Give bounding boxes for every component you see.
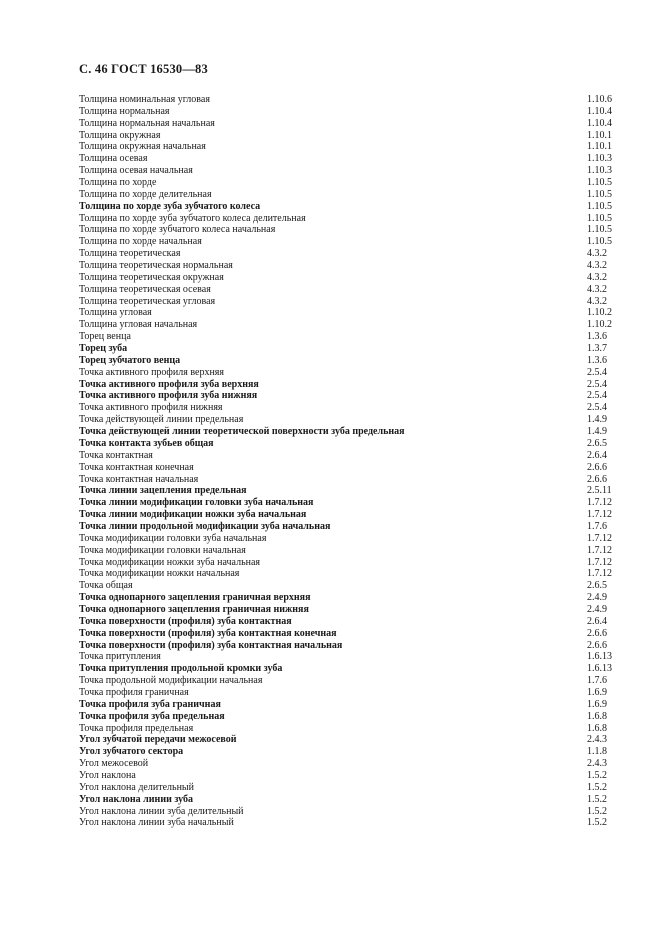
section-reference: 1.4.9 xyxy=(587,426,607,438)
section-reference: 1.5.2 xyxy=(587,793,607,805)
section-reference: 2.4.9 xyxy=(587,592,607,604)
section-reference: 1.6.9 xyxy=(587,698,607,710)
term-text: Толщина окружная начальная xyxy=(79,141,206,153)
term-text: Толщина по хорде xyxy=(79,177,157,189)
index-row xyxy=(79,426,615,438)
section-reference: 1.7.12 xyxy=(587,509,612,521)
term-text: Точка продольной модификации начальная xyxy=(79,675,263,687)
index-row xyxy=(79,474,615,486)
section-reference: 2.4.3 xyxy=(587,758,607,770)
term-text: Точка действующей линии предельная xyxy=(79,414,244,426)
section-reference: 1.10.5 xyxy=(587,188,612,200)
section-reference: 2.6.6 xyxy=(587,461,607,473)
term-text: Точка активного профиля зуба верхняя xyxy=(79,378,259,390)
index-row xyxy=(79,118,615,130)
index-row xyxy=(79,557,615,569)
index-row xyxy=(79,153,615,165)
section-reference: 2.6.4 xyxy=(587,615,607,627)
section-reference: 2.6.6 xyxy=(587,473,607,485)
section-reference: 1.5.2 xyxy=(587,781,607,793)
section-reference: 1.6.9 xyxy=(587,686,607,698)
section-reference: 1.6.8 xyxy=(587,710,607,722)
term-text: Толщина по хорде зубчатого колеса начальная xyxy=(79,224,276,236)
section-reference: 2.5.4 xyxy=(587,390,607,402)
term-text: Точка поверхности (профиля) зуба контактная начальная xyxy=(79,639,343,651)
index-row xyxy=(79,213,615,225)
section-reference: 1.4.9 xyxy=(587,414,607,426)
index-row xyxy=(79,331,615,343)
index-row xyxy=(79,284,615,296)
section-reference: 1.5.2 xyxy=(587,769,607,781)
index-row xyxy=(79,141,615,153)
index-row xyxy=(79,450,615,462)
term-text: Точка профиля предельная xyxy=(79,722,194,734)
section-reference: 1.3.6 xyxy=(587,331,607,343)
index-row xyxy=(79,367,615,379)
term-text: Точка линии зацепления предельная xyxy=(79,485,247,497)
term-text: Точка модификации ножки зуба начальная xyxy=(79,556,261,568)
section-reference: 2.4.9 xyxy=(587,603,607,615)
section-reference: 2.6.4 xyxy=(587,449,607,461)
term-text: Торец зуба xyxy=(79,343,128,355)
index-row xyxy=(79,319,615,331)
section-reference: 1.10.1 xyxy=(587,141,612,153)
section-reference: 1.7.12 xyxy=(587,568,612,580)
section-reference: 1.6.8 xyxy=(587,722,607,734)
index-row xyxy=(79,770,615,782)
section-reference: 4.3.2 xyxy=(587,295,607,307)
term-text: Точка контактная xyxy=(79,449,153,461)
term-text: Точка притупления xyxy=(79,651,161,663)
section-reference: 2.5.11 xyxy=(587,485,612,497)
index-row xyxy=(79,224,615,236)
section-reference: 1.7.12 xyxy=(587,556,612,568)
index-row xyxy=(79,248,615,260)
index-row xyxy=(79,817,615,829)
index-row xyxy=(79,782,615,794)
section-reference: 2.6.6 xyxy=(587,627,607,639)
term-text: Точка профиля граничная xyxy=(79,686,189,698)
section-reference: 1.5.2 xyxy=(587,817,607,829)
index-row xyxy=(79,414,615,426)
term-text: Точка линии модификации ножки зуба начальная xyxy=(79,509,307,521)
section-reference: 1.10.5 xyxy=(587,177,612,189)
index-row xyxy=(79,343,615,355)
index-row xyxy=(79,390,615,402)
index-row xyxy=(79,806,615,818)
section-reference: 1.7.6 xyxy=(587,675,607,687)
section-reference: 1.7.12 xyxy=(587,497,612,509)
page-header: С. 46 ГОСТ 16530—83 xyxy=(79,62,208,76)
term-text: Точка линии продольной модификации зуба начальная xyxy=(79,520,331,532)
index-row xyxy=(79,580,615,592)
index-row xyxy=(79,106,615,118)
section-reference: 2.4.3 xyxy=(587,734,607,746)
index-row xyxy=(79,94,615,106)
term-text: Точка контакта зубьев общая xyxy=(79,437,214,449)
section-reference: 1.10.4 xyxy=(587,117,612,129)
index-row xyxy=(79,723,615,735)
term-index-list xyxy=(79,94,615,829)
term-text: Угол наклона линии зуба начальный xyxy=(79,817,234,829)
term-text: Торец венца xyxy=(79,331,131,343)
term-text: Точка активного профиля нижняя xyxy=(79,402,223,414)
index-row xyxy=(79,509,615,521)
section-reference: 1.7.12 xyxy=(587,532,612,544)
section-reference: 2.6.5 xyxy=(587,580,607,592)
section-reference: 1.10.2 xyxy=(587,319,612,331)
term-text: Точка поверхности (профиля) зуба контактная xyxy=(79,615,292,627)
index-row xyxy=(79,758,615,770)
term-text: Угол зубчатой передачи межосевой xyxy=(79,734,237,746)
section-reference: 4.3.2 xyxy=(587,283,607,295)
term-text: Точка поверхности (профиля) зуба контактная конечная xyxy=(79,627,337,639)
term-text: Точка активного профиля зуба нижняя xyxy=(79,390,258,402)
section-reference: 1.3.6 xyxy=(587,354,607,366)
term-text: Толщина по хорде делительная xyxy=(79,188,212,200)
section-reference: 1.10.5 xyxy=(587,212,612,224)
section-reference: 1.5.2 xyxy=(587,805,607,817)
section-reference: 1.1.8 xyxy=(587,746,607,758)
term-text: Толщина нормальная xyxy=(79,105,170,117)
term-text: Толщина номинальная угловая xyxy=(79,94,210,105)
index-row xyxy=(79,663,615,675)
term-text: Точка профиля зуба предельная xyxy=(79,710,225,722)
index-row xyxy=(79,604,615,616)
index-row xyxy=(79,592,615,604)
section-reference: 2.6.6 xyxy=(587,639,607,651)
index-row xyxy=(79,307,615,319)
term-text: Толщина теоретическая окружная xyxy=(79,271,224,283)
index-row xyxy=(79,651,615,663)
section-reference: 1.10.1 xyxy=(587,129,612,141)
section-reference: 4.3.2 xyxy=(587,260,607,272)
term-text: Угол наклона линии зуба xyxy=(79,793,194,805)
section-reference: 4.3.2 xyxy=(587,271,607,283)
section-reference: 1.6.13 xyxy=(587,663,612,675)
term-text: Толщина по хорде зуба зубчатого колеса делительная xyxy=(79,212,306,224)
section-reference: 1.10.4 xyxy=(587,105,612,117)
index-row xyxy=(79,177,615,189)
index-row xyxy=(79,260,615,272)
section-reference: 1.10.2 xyxy=(587,307,612,319)
section-reference: 2.6.5 xyxy=(587,437,607,449)
index-row xyxy=(79,687,615,699)
term-text: Точка однопарного зацепления граничная верхняя xyxy=(79,592,311,604)
section-reference: 1.6.13 xyxy=(587,651,612,663)
index-row xyxy=(79,130,615,142)
term-text: Толщина осевая начальная xyxy=(79,165,193,177)
index-row xyxy=(79,379,615,391)
index-row xyxy=(79,616,615,628)
section-reference: 1.3.7 xyxy=(587,343,607,355)
term-text: Толщина по хорде зуба зубчатого колеса xyxy=(79,200,261,212)
term-text: Угол зубчатого сектора xyxy=(79,746,184,758)
term-text: Толщина теоретическая угловая xyxy=(79,295,216,307)
term-text: Толщина нормальная начальная xyxy=(79,117,215,129)
index-row xyxy=(79,746,615,758)
index-row xyxy=(79,402,615,414)
section-reference: 1.7.6 xyxy=(587,520,607,532)
index-row xyxy=(79,497,615,509)
index-row xyxy=(79,236,615,248)
term-text: Точка модификации головки начальная xyxy=(79,544,246,556)
index-row xyxy=(79,699,615,711)
index-row xyxy=(79,296,615,308)
index-row xyxy=(79,272,615,284)
index-row xyxy=(79,438,615,450)
term-text: Толщина теоретическая нормальная xyxy=(79,260,233,272)
term-text: Толщина осевая xyxy=(79,153,148,165)
section-reference: 1.10.6 xyxy=(587,94,612,105)
term-text: Толщина угловая xyxy=(79,307,152,319)
term-text: Точка модификации ножки начальная xyxy=(79,568,240,580)
section-reference: 2.5.4 xyxy=(587,402,607,414)
term-text: Точка действующей линии теоретической поверхности зуба предельная xyxy=(79,426,405,438)
index-row xyxy=(79,189,615,201)
term-text: Точка профиля зуба граничная xyxy=(79,698,221,710)
index-row xyxy=(79,165,615,177)
index-row xyxy=(79,568,615,580)
term-text: Угол наклона делительный xyxy=(79,781,194,793)
section-reference: 2.5.4 xyxy=(587,366,607,378)
index-row xyxy=(79,485,615,497)
index-row xyxy=(79,711,615,723)
term-text: Толщина теоретическая осевая xyxy=(79,283,211,295)
section-reference: 1.10.3 xyxy=(587,165,612,177)
section-reference: 1.10.3 xyxy=(587,153,612,165)
index-row xyxy=(79,640,615,652)
section-reference: 1.10.5 xyxy=(587,224,612,236)
index-row xyxy=(79,734,615,746)
term-text: Точка контактная конечная xyxy=(79,461,194,473)
section-reference: 1.10.5 xyxy=(587,200,612,212)
index-row xyxy=(79,533,615,545)
term-text: Толщина угловая начальная xyxy=(79,319,198,331)
section-reference: 1.7.12 xyxy=(587,544,612,556)
term-text: Точка однопарного зацепления граничная нижняя xyxy=(79,603,309,615)
section-reference: 2.5.4 xyxy=(587,378,607,390)
index-row xyxy=(79,355,615,367)
section-reference: 1.10.5 xyxy=(587,236,612,248)
index-row xyxy=(79,794,615,806)
term-text: Точка активного профиля верхняя xyxy=(79,366,225,378)
index-row xyxy=(79,545,615,557)
term-text: Точка притупления продольной кромки зуба xyxy=(79,663,283,675)
index-row xyxy=(79,675,615,687)
index-row xyxy=(79,628,615,640)
term-text: Угол наклона xyxy=(79,769,136,781)
term-text: Торец зубчатого венца xyxy=(79,354,181,366)
term-text: Толщина теоретическая xyxy=(79,248,181,260)
section-reference: 4.3.2 xyxy=(587,248,607,260)
term-text: Точка контактная начальная xyxy=(79,473,199,485)
term-text: Точка общая xyxy=(79,580,133,592)
index-row xyxy=(79,462,615,474)
index-row xyxy=(79,521,615,533)
index-row xyxy=(79,201,615,213)
term-text: Толщина окружная xyxy=(79,129,161,141)
term-text: Угол межосевой xyxy=(79,758,149,770)
term-text: Угол наклона линии зуба делительный xyxy=(79,805,244,817)
term-text: Точка линии модификации головки зуба начальная xyxy=(79,497,314,509)
term-text: Толщина по хорде начальная xyxy=(79,236,202,248)
term-text: Точка модификации головки зуба начальная xyxy=(79,532,267,544)
